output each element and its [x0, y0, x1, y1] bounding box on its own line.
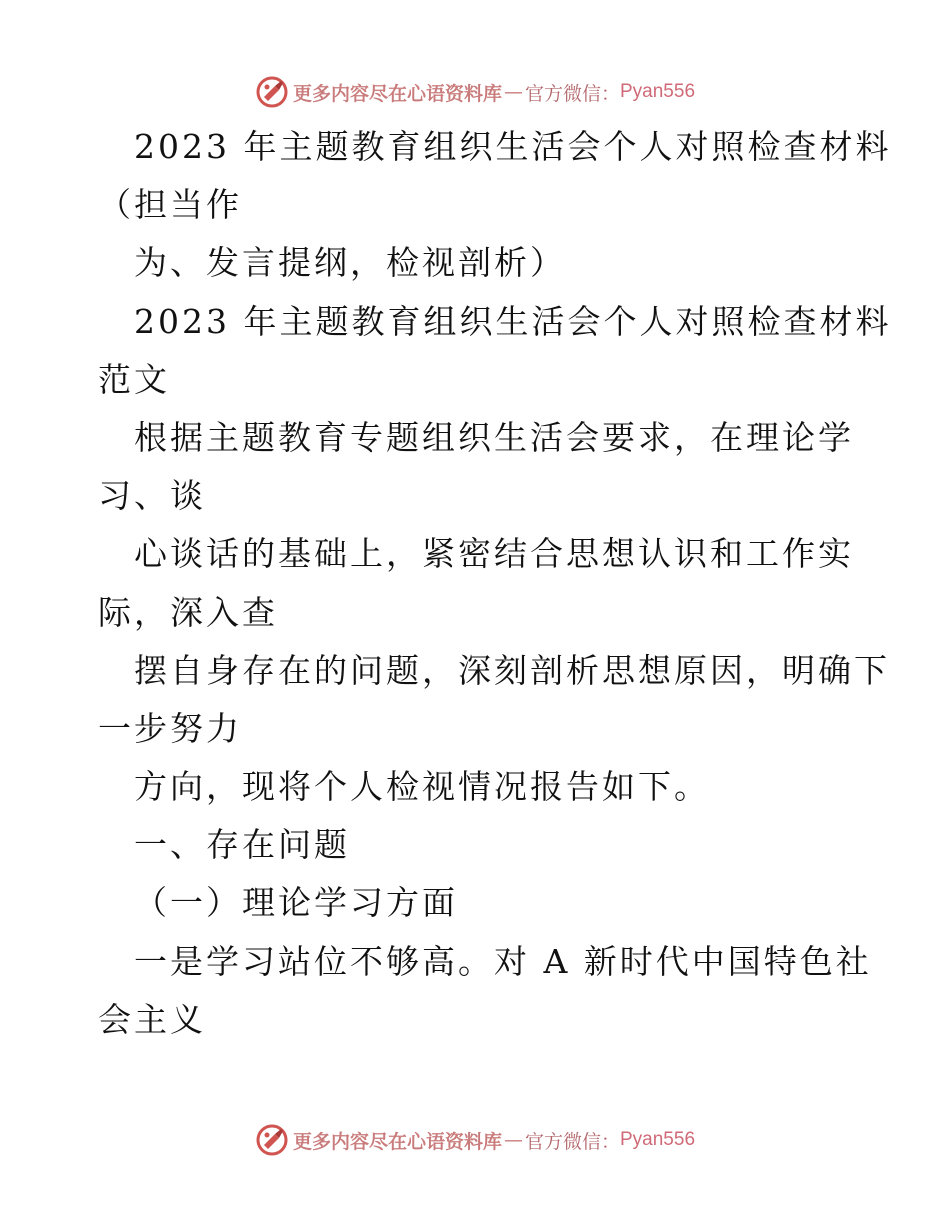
paragraph-line: 摆自身存在的问题，深刻剖析思想原因，明确下	[134, 650, 890, 690]
paragraph-line: 习、谈	[98, 476, 206, 516]
title-line-1: 2023 年主题教育组织生活会个人对照检查材料	[134, 127, 892, 166]
banner-brand-text: 更多内容尽在心语资料库	[292, 82, 502, 105]
document-body	[0, 118, 950, 1049]
paragraph-line: 方向，现将个人检视情况报告如下。	[134, 767, 710, 807]
paragraph-line: 一是学习站位不够高。对 A 新时代中国特色社	[134, 941, 872, 981]
subtitle-line-2: 范文	[98, 359, 170, 399]
paragraph-line: 际，深入查	[98, 592, 278, 632]
paragraph-line: 心谈话的基础上，紧密结合思想认识和工作实	[134, 534, 854, 574]
footer-banner	[0, 1120, 950, 1160]
banner-wechat-label: 官方微信：	[524, 82, 620, 105]
banner-wechat-id: Pyan556	[620, 81, 696, 102]
brand-logo-icon	[255, 75, 289, 109]
paragraph-line: 根据主题教育专题组织生活会要求，在理论学	[134, 417, 854, 457]
section-heading: 一、存在问题	[134, 825, 350, 865]
header-banner	[0, 72, 950, 112]
title-line-3: 为、发言提纲，检视剖析）	[134, 243, 566, 283]
banner-brand-text: 更多内容尽在心语资料库	[292, 1130, 502, 1153]
subsection-heading: （一）理论学习方面	[134, 883, 458, 923]
brand-logo-icon	[255, 1123, 289, 1157]
paragraph-line: 一步努力	[98, 708, 242, 748]
banner-wechat-id: Pyan556	[620, 1129, 696, 1150]
banner-separator: —	[503, 1129, 523, 1151]
banner-separator: —	[503, 81, 523, 103]
paragraph-line: 会主义	[98, 999, 206, 1039]
banner-wechat-label: 官方微信：	[524, 1130, 620, 1153]
subtitle-line-1: 2023 年主题教育组织生活会个人对照检查材料	[134, 301, 892, 341]
title-line-2: （担当作	[98, 185, 242, 225]
